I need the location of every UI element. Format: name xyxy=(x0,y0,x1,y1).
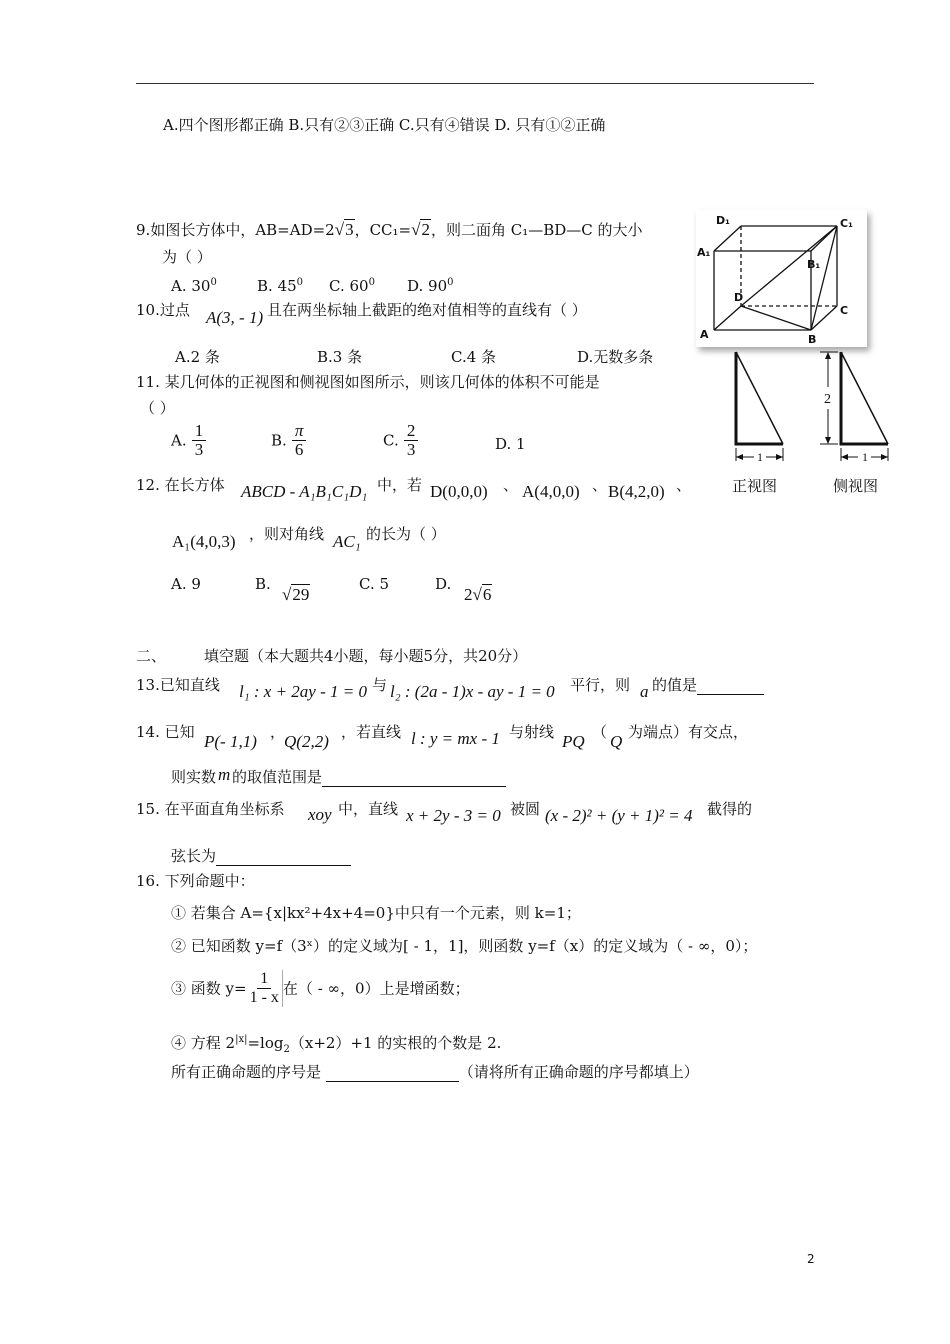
q16-item-3: ③ 函数 y= $\frac{1}{1 - x}$ 在（ - ∞，0）上是增函数； xyxy=(171,970,470,1006)
q16-frac: $\frac{1}{1 - x}$ xyxy=(247,970,283,1007)
q13-a: a xyxy=(640,682,649,701)
q14-q: Q(2,2) xyxy=(284,732,329,751)
page-number: 2 xyxy=(807,1252,815,1266)
q16-answer-blank[interactable] xyxy=(326,1065,459,1082)
q11-frac-a: $\frac{1}{3}$ xyxy=(192,422,207,459)
front-dim-label: 1 xyxy=(757,450,763,464)
q15-number: 15. xyxy=(136,800,160,818)
q12-sep-1: 、 xyxy=(503,476,519,494)
q13-stem-b: 与 xyxy=(372,676,388,694)
q12-option-c: C. 5 xyxy=(359,575,390,593)
q14-stem-c: 与射线 xyxy=(509,723,555,741)
q12-point-a1: A₁(4,0,3) xyxy=(172,532,236,551)
q10-option-c: C.4 条 xyxy=(451,348,497,366)
q15-stem-a: 15. 在平面直角坐标系 xyxy=(136,800,285,818)
label-b1: B₁ xyxy=(807,258,821,271)
q14-p: P(- 1,1) xyxy=(204,732,257,751)
q11-option-b: B. $\frac{\pi}{6}$ xyxy=(271,422,306,459)
q12-point-b: B(4,2,0) xyxy=(608,482,665,501)
q15-stem-c: 被圆 xyxy=(510,800,541,818)
q12-box: ABCD - A₁B₁C₁D₁ xyxy=(241,482,368,501)
q10-number: 10. xyxy=(136,301,160,319)
q11-option-c: C. $\frac{2}{3}$ xyxy=(383,422,418,459)
q15-xoy: xoy xyxy=(308,805,332,824)
q12-stem-c: ，则对角线 xyxy=(249,525,325,543)
q11-option-d: D. 1 xyxy=(495,435,526,453)
q14-pq: PQ xyxy=(562,732,585,751)
section2-title: 填空题（本大题共4小题，每小题5分，共20分） xyxy=(204,647,528,665)
q12-point-a: A(4,0,0) xyxy=(522,482,580,501)
q9-option-c: C. $60^0$ xyxy=(329,277,375,295)
q9-options xyxy=(171,273,454,296)
q12-stem-b: 中，若 xyxy=(377,476,423,494)
q10-stem xyxy=(136,300,190,320)
views-figure xyxy=(716,347,896,502)
q9-option-b: B. $45^0$ xyxy=(257,277,304,295)
q13-line2: l₂ : (2a - 1)x - ay - 1 = 0 xyxy=(390,682,555,701)
q10-option-d: D.无数多条 xyxy=(577,348,654,366)
q9-text-b: ，CC₁= xyxy=(354,221,412,239)
q13-line1: l₁ : x + 2ay - 1 = 0 xyxy=(239,682,367,701)
q9-option-a: A. $30^0$ xyxy=(171,277,217,295)
q13-stem-d: 的值是 xyxy=(652,675,764,695)
q11-number: 11. xyxy=(136,373,160,391)
header-rule xyxy=(136,83,814,84)
label-a: A xyxy=(700,328,709,341)
views-svg xyxy=(716,347,896,502)
q14-stem-f: 则实数 xyxy=(171,768,217,786)
q12-ac1: AC₁ xyxy=(333,532,361,551)
q11-paren: （ ） xyxy=(140,399,175,417)
q10-option-a: A.2 条 xyxy=(175,348,220,366)
q16-answer: 所有正确命题的序号是 （请将所有正确命题的序号都填上） xyxy=(171,1063,699,1081)
q14-comma: ， xyxy=(270,723,286,741)
q9-stem xyxy=(136,220,643,240)
q9-sqrt-2: √2 xyxy=(411,220,430,239)
q13-number: 13. xyxy=(136,676,160,694)
q13-answer-blank[interactable] xyxy=(697,678,764,695)
q16-number: 16. xyxy=(136,872,160,890)
q9-number: 9. xyxy=(136,221,151,239)
height-dim-label: 2 xyxy=(824,392,831,407)
q11-text: 某几何体的正视图和侧视图如图所示，则该几何体的体积不可能是 xyxy=(164,373,600,391)
q12-number: 12. xyxy=(136,476,160,494)
q14-line: l : y = mx - 1 xyxy=(411,729,500,748)
q12-stem-a: 12. 在长方体 xyxy=(136,476,225,494)
side-dim-label: 1 xyxy=(862,450,868,464)
q12-stem-d: 的长为（ ） xyxy=(366,525,446,543)
label-d: D xyxy=(734,291,744,304)
q12-sep-2: 、 xyxy=(592,476,608,494)
q12-sep-3: 、 xyxy=(676,476,692,494)
q9-sqrt-3: √3 xyxy=(334,220,354,239)
q14-answer-blank[interactable] xyxy=(322,770,506,787)
q12-option-b: B. xyxy=(255,575,271,593)
q12-2sqrt6: 2√6 xyxy=(464,585,492,604)
q11-stem xyxy=(136,372,600,392)
label-c1: C₁ xyxy=(840,217,853,230)
q12-point-d: D(0,0,0) xyxy=(430,482,488,501)
label-d1: D₁ xyxy=(716,214,730,227)
q16-item-4: ④ 方程 $2^{|x|}=\log_2(x+2)+1$ 的实根的个数是 2. xyxy=(171,1034,502,1055)
section2-heading xyxy=(136,646,527,666)
q10-text-a: 过点 xyxy=(159,301,190,319)
q10-option-b: B.3 条 xyxy=(317,348,363,366)
front-view-caption: 正视图 xyxy=(732,477,778,495)
q14-qq: Q xyxy=(610,732,623,751)
q15-answer-blank[interactable] xyxy=(216,849,351,866)
q9-option-d: D. $90^0$ xyxy=(407,277,454,295)
q14-stem-b: ，若直线 xyxy=(341,723,402,741)
q12-options xyxy=(171,574,451,594)
q11-frac-c: $\frac{2}{3}$ xyxy=(404,422,419,459)
q16-stem: 16. 下列命题中： xyxy=(136,872,255,890)
q14-stem-d: （ xyxy=(592,723,608,741)
q16-item-1: ① 若集合 A={x|kx²+4x+4=0}中只有一个元素，则 k=1； xyxy=(171,904,581,922)
label-b: B xyxy=(808,333,817,346)
q14-m: m xyxy=(218,765,231,784)
q10-text-b: 且在两坐标轴上截距的绝对值相等的直线有（ ） xyxy=(267,301,587,319)
q9-text-c: ，则二面角 C₁—BD—C 的大小 xyxy=(430,221,643,239)
label-a1: A₁ xyxy=(697,246,711,259)
q14-stem-a: 14. 已知 xyxy=(136,723,195,741)
q15-circle: (x - 2)² + (y + 1)² = 4 xyxy=(545,806,693,825)
q13-stem-a: 13.已知直线 xyxy=(136,676,220,694)
q14-stem-g: 的取值范围是 xyxy=(232,767,506,787)
cuboid-figure xyxy=(696,210,867,347)
q8-options: A.四个图形都正确 B.只有②③正确 C.只有④错误 D. 只有①②正确 xyxy=(163,116,606,134)
side-view-caption: 侧视图 xyxy=(833,477,879,495)
q13-stem-c: 平行，则 xyxy=(570,676,631,694)
q11-option-a: A. $\frac{1}{3}$ xyxy=(171,422,206,459)
q15-stem-b: 中，直线 xyxy=(338,800,399,818)
q12-option-d: D. xyxy=(435,575,452,593)
q15-stem-e: 弦长为 xyxy=(171,846,351,866)
q12-option-a: A. 9 xyxy=(171,575,201,593)
q9-text-a: 如图长方体中，AB=AD=2 xyxy=(150,221,335,239)
q16-item-2: ② 已知函数 y=f（3ˣ）的定义域为[ - 1，1]，则函数 y=f（x）的定义域为（ - ∞，0）； xyxy=(171,937,758,955)
q9-stem-line2: 为（ ） xyxy=(162,248,212,266)
q15-line: x + 2y - 3 = 0 xyxy=(406,806,501,825)
section2-number: 二、 xyxy=(136,647,167,665)
q10-options xyxy=(175,347,653,367)
q12-sqrt-29: √29 xyxy=(282,585,310,604)
q14-stem-e: 为端点）有交点， xyxy=(628,723,749,741)
cuboid-svg xyxy=(696,210,867,347)
q15-stem-d: 截得的 xyxy=(707,800,753,818)
q14-number: 14. xyxy=(136,723,160,741)
q10-point: A(3, - 1) xyxy=(206,308,264,327)
q11-frac-b: $\frac{\pi}{6}$ xyxy=(292,422,307,459)
label-c: C xyxy=(840,304,849,317)
